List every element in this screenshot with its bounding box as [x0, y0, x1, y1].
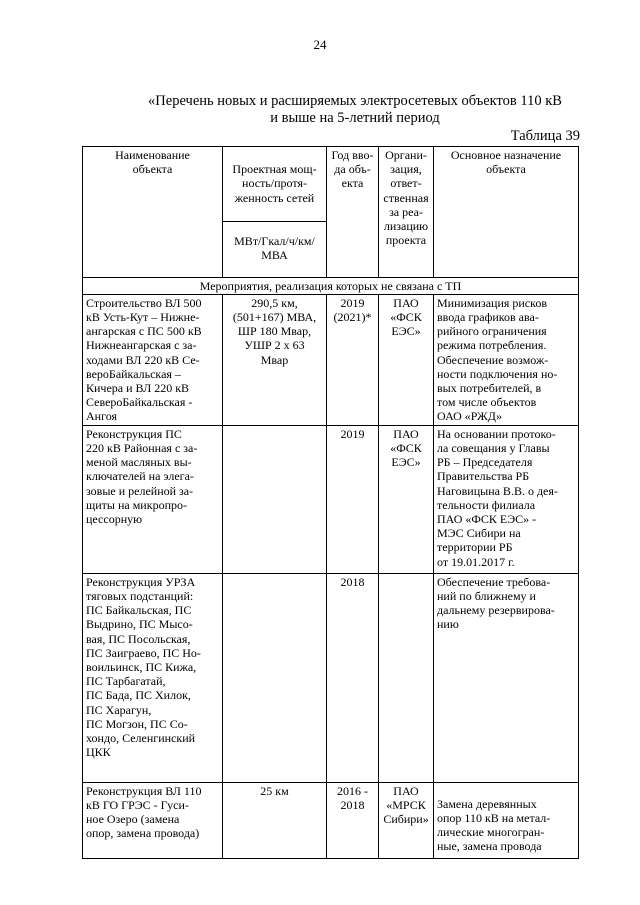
header-purpose: Основное назначение объекта	[434, 147, 579, 278]
row-capacity	[223, 573, 327, 782]
row-org: ПАО «МРСК Сибири»	[379, 782, 434, 858]
row-org	[379, 573, 434, 782]
row-capacity: 25 км	[223, 782, 327, 858]
row-capacity	[223, 425, 327, 573]
header-capacity-label: Проектная мощ- ность/протя- женность сетей	[232, 162, 317, 205]
table-caption: Таблица 39	[510, 128, 580, 144]
table-row	[83, 294, 579, 425]
row-year: 2019 (2021)*	[327, 294, 379, 425]
row-year: 2016 - 2018	[327, 782, 379, 858]
header-org: Органи- зация, ответ- ственная за реа- лизацию проекта	[379, 147, 434, 278]
header-year: Год вво- да объ- екта	[327, 147, 379, 278]
table-row	[83, 782, 579, 858]
section-row	[83, 277, 579, 294]
row-name: Реконструкция ПС 220 кВ Районная с за- меной масляных вы- ключателей на элега- зовые и релейной за- щиты на микропро- цессорную	[83, 425, 223, 573]
title-line-2: и выше на 5-летний период	[270, 110, 440, 126]
page-number: 24	[313, 37, 327, 52]
row-purpose: Обеспечение требова- ний по ближнему и дальнему резервирова- нию	[434, 573, 579, 782]
table-header-row	[83, 147, 579, 278]
row-name: Строительство ВЛ 500 кВ Усть-Кут – Нижне- ангарская с ПС 500 кВ Нижнеангарская с за- ходами ВЛ 220 кВ Се- вероБайкальская – Кичера и ВЛ 220 кВ СевероБайкальская - Ангоя	[83, 294, 223, 425]
row-year: 2018	[327, 573, 379, 782]
document-title	[120, 93, 590, 127]
row-year: 2019	[327, 425, 379, 573]
row-purpose: Замена деревянных опор 110 кВ на метал- лические многогран- ные, замена провода	[434, 782, 579, 858]
objects-table	[82, 146, 579, 859]
header-name: Наименование объекта	[83, 147, 223, 278]
row-capacity: 290,5 км, (501+167) МВА, ШР 180 Мвар, УШР 2 х 63 Мвар	[223, 294, 327, 425]
table-row	[83, 425, 579, 573]
row-name: Реконструкция ВЛ 110 кВ ГО ГРЭС - Гуси- ное Озеро (замена опор, замена провода)	[83, 782, 223, 858]
row-purpose: Минимизация рисков ввода графиков ава- рийного ограничения режима потребления. Обеспечение возмож- ности подключения но- вых потребителей, в том числе объектов ОАО «РЖД»	[434, 294, 579, 425]
table-row	[83, 573, 579, 782]
title-line-1: «Перечень новых и расширяемых электросетевых объектов 110 кВ	[148, 93, 562, 109]
header-capacity-unit: МВт/Гкал/ч/км/ МВА	[223, 221, 326, 262]
row-name: Реконструкция УРЗА тяговых подстанций: ПС Байкальская, ПС Выдрино, ПС Мысо- вая, ПС Посольская, ПС Заиграево, ПС Но- воильинск, ПС Кижа, ПС Тарбагатай, ПС Бада, ПС Хилок, ПС Харагун, ПС Могзон, ПС Со- хондо, Селенгинский ЦКК	[83, 573, 223, 782]
row-purpose: На основании протоко- ла совещания у Главы РБ – Председателя Правительства РБ Наговицына В.В. о дея- тельности филиала ПАО «ФСК ЕЭС» - МЭС Сибири на территории РБ от 19.01.2017 г.	[434, 425, 579, 573]
row-org: ПАО «ФСК ЕЭС»	[379, 294, 434, 425]
section-title: Мероприятия, реализация которых не связана с ТП	[83, 277, 579, 294]
row-org: ПАО «ФСК ЕЭС»	[379, 425, 434, 573]
header-capacity	[223, 147, 327, 278]
